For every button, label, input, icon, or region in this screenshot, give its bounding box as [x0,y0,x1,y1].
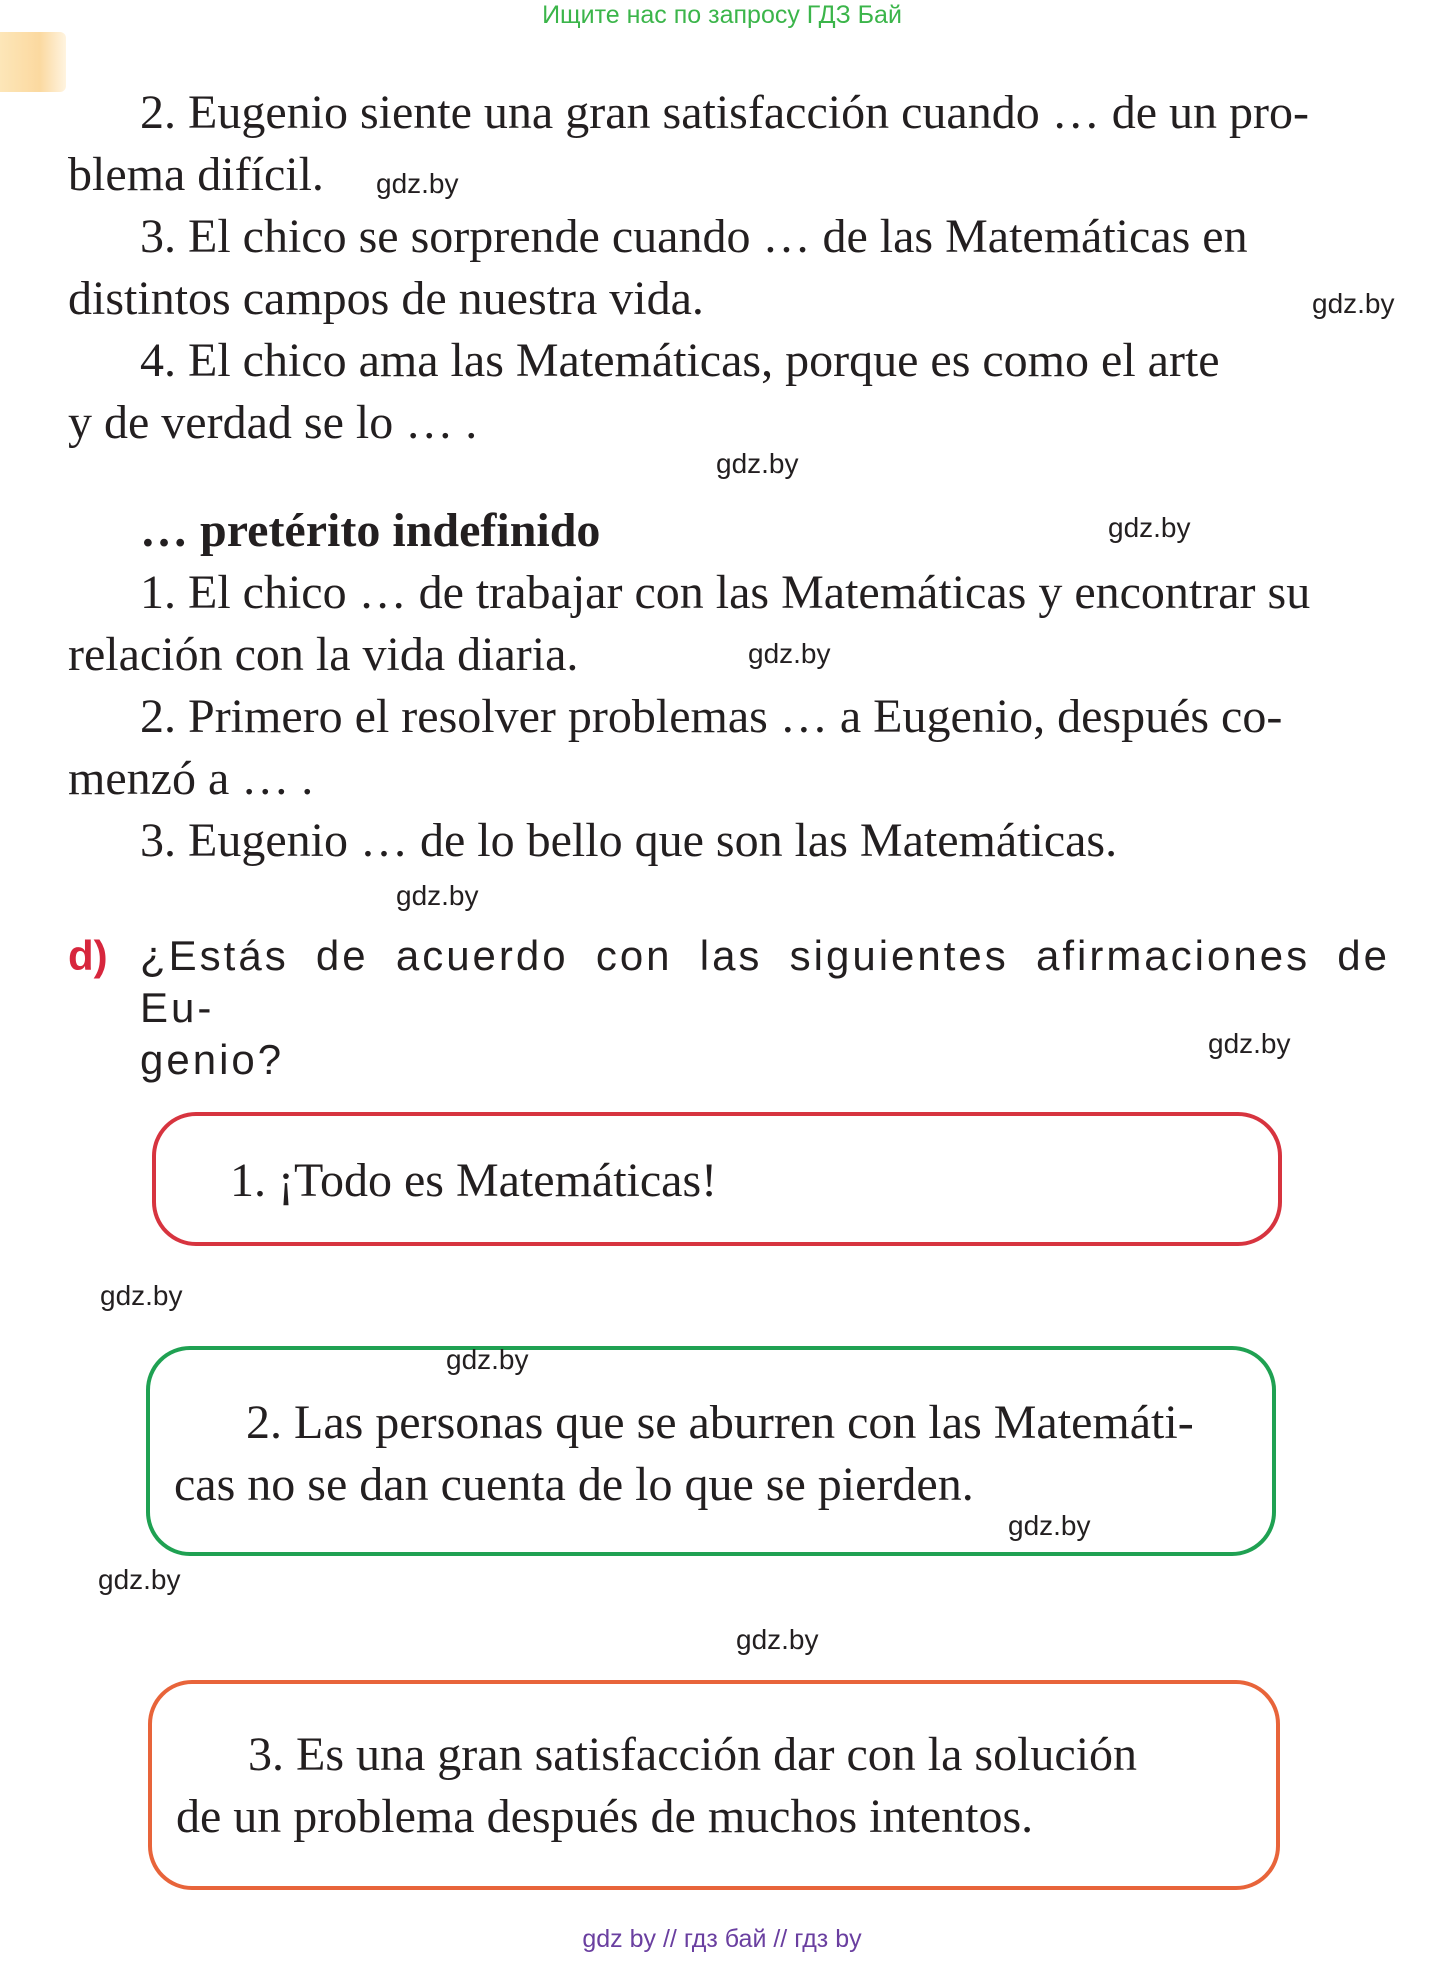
exercise-item-2-line-2: blema difícil. [68,148,324,201]
exercise-item-3-line-1: 3. El chico se sorprende cuando … de las Matemáticas en [140,210,1248,263]
exercise-item-4 [68,330,1390,454]
watermark: gdz.by [376,168,459,199]
watermark: gdz.by [1208,1028,1291,1059]
statement-2-line-2: cas no se dan cuenta de lo que se pierden. [174,1458,974,1511]
statement-2-line-1: 2. Las personas que se aburren con las Matemáti- [246,1396,1194,1449]
watermark: gdz.by [446,1344,529,1375]
statement-3-line-1: 3. Es una gran satisfacción dar con la solución [248,1728,1138,1781]
indefinido-item-1-line-1: 1. El chico … de trabajar con las Matemáticas y encontrar su [140,566,1311,619]
statement-box-2 [146,1346,1276,1556]
watermark: gdz.by [100,1280,183,1311]
indefinido-item-1-line-2: relación con la vida diaria. [68,628,579,681]
indefinido-item-3 [68,810,1390,872]
indefinido-item-1 [68,562,1390,686]
top-banner[interactable]: Ищите нас по запросу ГДЗ Бай [542,1,902,29]
statement-1-text: 1. ¡Todo es Matemáticas! [230,1154,718,1207]
exercise-item-3 [68,206,1390,330]
watermark: gdz.by [1008,1510,1091,1541]
statement-3-text [176,1724,1246,1848]
section-heading: … pretérito indefinido [140,504,601,557]
watermark: gdz.by [98,1564,181,1595]
statement-box-3 [148,1680,1280,1890]
exercise-item-4-line-2: y de verdad se lo … . [68,396,478,449]
exercise-item-3-line-2: distintos campos de nuestra vida. [68,272,704,325]
task-prompt-line-1: ¿Estás de acuerdo con las siguientes afirmaciones de Eu- [140,932,1390,1031]
indefinido-item-2-line-1: 2. Primero el resolver problemas … a Eugenio, después co- [140,690,1283,743]
watermark: gdz.by [1312,288,1395,319]
exercise-item-4-line-1: 4. El chico ama las Matemáticas, porque es como el arte [140,334,1220,387]
indefinido-item-2 [68,686,1390,810]
watermark: gdz.by [736,1624,819,1655]
statement-3-line-2: de un problema después de muchos intentos. [176,1790,1034,1843]
watermark: gdz.by [748,638,831,669]
task-prompt-line-2: genio? [140,1036,285,1083]
indefinido-item-3-line-1: 3. Eugenio … de lo bello que son las Matemáticas. [140,814,1118,867]
statement-box-1 [152,1112,1282,1246]
statement-2-text [174,1392,1244,1516]
page-corner-tab [0,32,66,92]
footer-links[interactable]: gdz by // гдз бай // гдз by [582,1925,862,1953]
watermark: gdz.by [1108,512,1191,543]
watermark: gdz.by [716,448,799,479]
indefinido-item-2-line-2: menzó a … . [68,752,314,805]
task-letter: d) [68,932,108,979]
exercise-item-2-line-1: 2. Eugenio siente una gran satisfacción cuando … de un pro- [140,86,1309,139]
task-prompt [140,930,1390,1086]
watermark: gdz.by [396,880,479,911]
exercise-item-2 [68,82,1390,206]
